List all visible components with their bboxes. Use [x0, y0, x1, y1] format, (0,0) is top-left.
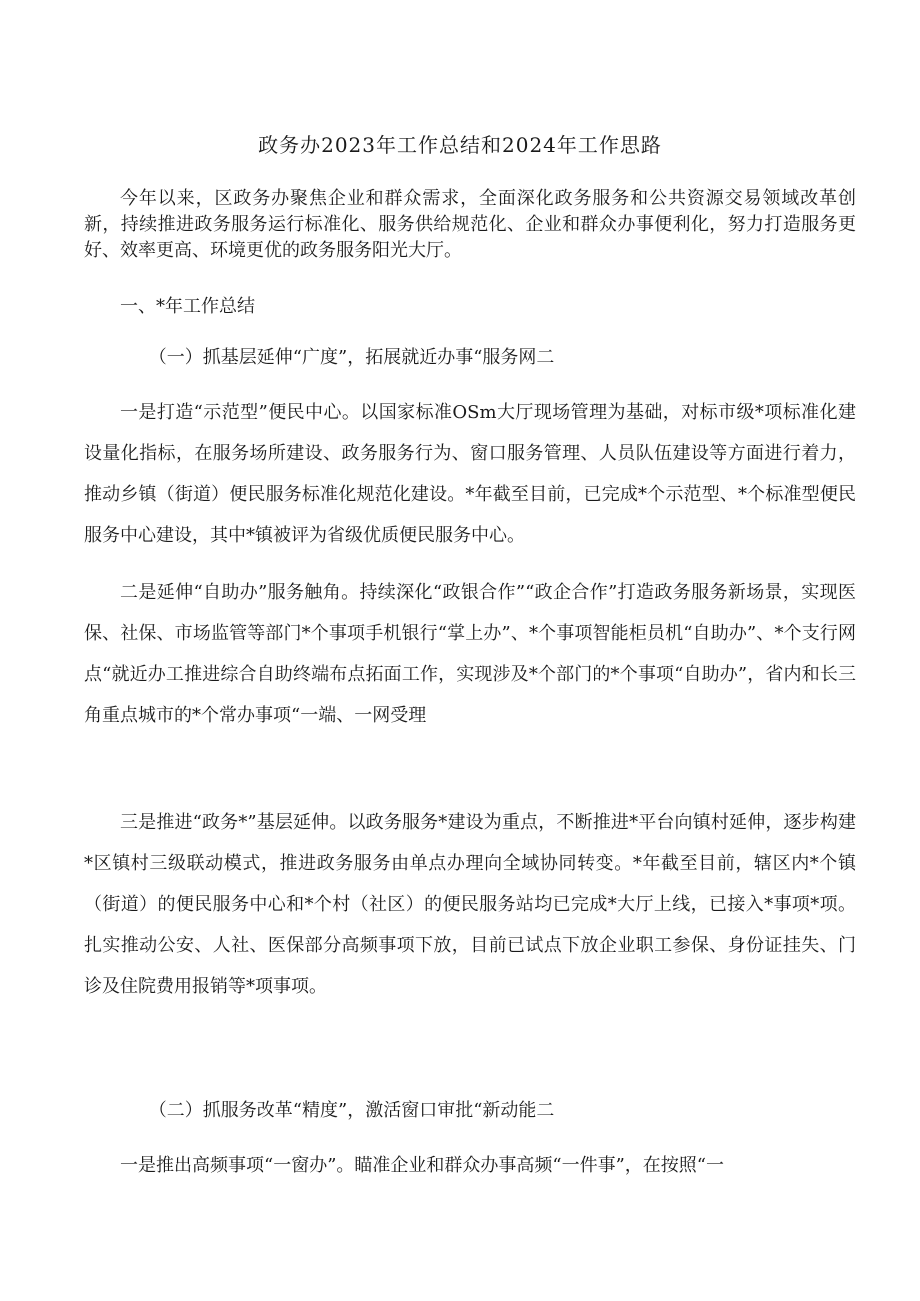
paragraph-grassroots-extension: 三是推进“政务*”基层延伸。以政务服务*建设为重点，不断推进*平台向镇村延伸，逐步构建*区镇村三级联动模式，推进政务服务由单点办理向全域协同转变。*年截至目前，辖区内*个镇（街道）的便民服务中心和*个村（社区）的便民服务站均已完成*大厅上线，已接入*事项*项。扎实推动公安、人社、医保部分高频事项下放，目前已试点下放企业职工参保、身份证挂失、门诊及住院费用报销等*项事项。	[84, 812, 856, 997]
subsection-heading-grassroots: （一）抓基层延伸“广度”，拓展就近办事“服务网二	[148, 347, 555, 368]
paragraph-demonstration-center: 一是打造“示范型”便民中心。以国家标准OSm大厅现场管理为基础，对标市级*项标准化建设量化指标，在服务场所建设、政务服务行为、窗口服务管理、人员队伍建设等方面进行着力，推动乡镇（街道）便民服务标准化规范化建设。*年截至目前，已完成*个示范型、*个标准型便民服务中心建设，其中*镇被评为省级优质便民服务中心。	[84, 402, 856, 546]
document-title: 政务办2023年工作总结和2024年工作思路	[258, 133, 662, 157]
section-heading-summary: 一、*年工作总结	[120, 296, 255, 317]
paragraph-one-window: 一是推出高频事项“一窗办”。瞄准企业和群众办事高频“一件事”，在按照“一	[120, 1155, 725, 1176]
paragraph-self-service: 二是延伸“自助办”服务触角。持续深化“政银合作”“政企合作”打造政务服务新场景，实现医保、社保、市场监管等部门*个事项手机银行“掌上办”、*个事项智能柜员机“自助办”、*个支行网点“就近办工推进综合自助终端布点拓面工作，实现涉及*个部门的*个事项“自助办”，省内和长三角重点城市的*个常办事项“一端、一网受理	[84, 582, 856, 726]
intro-paragraph: 今年以来，区政务办聚焦企业和群众需求，全面深化政务服务和公共资源交易领域改革创新，持续推进政务服务运行标准化、服务供给规范化、企业和群众办事便利化，努力打造服务更好、效率更高、环境更优的政务服务阳光大厅。	[84, 188, 856, 261]
subsection-heading-service-reform: （二）抓服务改革“精度”，激活窗口审批“新动能二	[148, 1100, 555, 1121]
